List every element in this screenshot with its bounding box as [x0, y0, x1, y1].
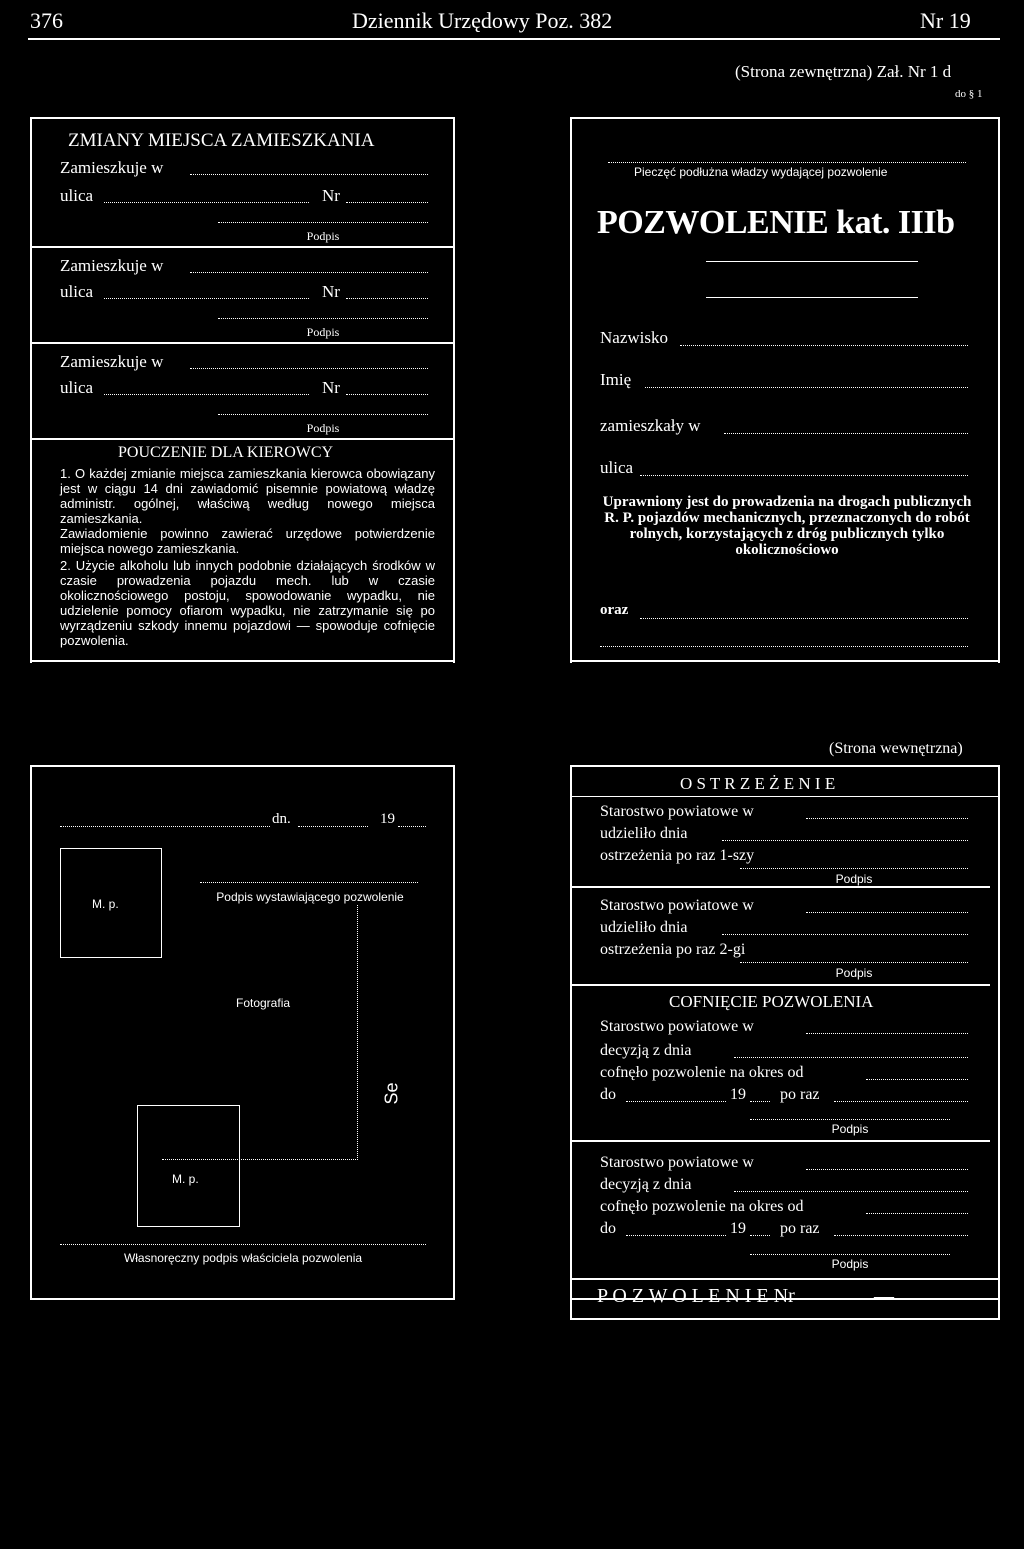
- permit-front-card: [570, 117, 1000, 663]
- revocation2-signature-caption: Podpis: [831, 1257, 869, 1271]
- permit-title: POZWOLENIE kat. IIIb: [597, 204, 955, 241]
- residence-label-2: Zamieszkuje w: [60, 256, 164, 275]
- and-field-1[interactable]: [640, 618, 968, 619]
- revocation2-decision-field[interactable]: [734, 1191, 968, 1192]
- residence-field[interactable]: [724, 433, 968, 434]
- revocation1-rule: [570, 1140, 990, 1142]
- instructions-text: [60, 466, 435, 648]
- revocation2-signature-line[interactable]: [750, 1254, 950, 1255]
- revocation2-year-label: 19: [730, 1220, 746, 1237]
- residence-label: zamieszkały w: [600, 416, 701, 435]
- nr-field-1[interactable]: [346, 202, 428, 203]
- date-day-label: dn.: [272, 811, 291, 827]
- warning2-issued-label: udzieliło dnia: [600, 919, 688, 936]
- revocation2-times-label: po raz: [780, 1220, 820, 1237]
- signature-line-2[interactable]: [218, 318, 428, 319]
- date-day-field[interactable]: [298, 826, 368, 827]
- warning1-signature-caption: Podpis: [835, 872, 873, 886]
- warning1-issued-label: udzieliło dnia: [600, 825, 688, 842]
- signature-caption-3: Podpis: [306, 421, 340, 435]
- revocation1-office-field[interactable]: [806, 1033, 968, 1034]
- revocation1-decision-field[interactable]: [734, 1057, 968, 1058]
- instruction-item-1: 1. O każdej zmianie miejsca zamieszkania kierowca obowiązany jest w ciągu 14 dni zawiadomić pisemnie powiatową władzę administr. ogólnej, właściwą według nowego miejsca zamieszkania.: [60, 466, 435, 526]
- divider-3: [30, 438, 455, 440]
- nr-field-3[interactable]: [346, 394, 428, 395]
- revocation1-to-label: do: [600, 1086, 616, 1103]
- instruction-item-2: 2. Użycie alkoholu lub innych podobnie działających środków w czasie prowadzenia pojazdu mech. lub w czasie okolicznościowego postoju, spowodowanie wypadku, nie udzielenie pomocy ofiarom wypadku, nie zatrzymanie się po wyrządzeniu szkody innemu pojazdowi — spowoduje cofnięcie pozwolenia.: [60, 558, 435, 648]
- revocation2-year-field[interactable]: [750, 1235, 770, 1236]
- inner-side-label: (Strona wewnętrzna): [829, 740, 963, 757]
- warning1-rule: [570, 886, 990, 888]
- surname-field[interactable]: [680, 345, 968, 346]
- street-field-3[interactable]: [104, 394, 309, 395]
- signature-caption-2: Podpis: [306, 325, 340, 339]
- stamp-box-2: [137, 1105, 240, 1227]
- signature-line-3[interactable]: [218, 414, 428, 415]
- entitlement-text: Uprawniony jest do prowadzenia na drogach publicznych R. P. pojazdów mechanicznych, przeznaczonych do robót rolnych, korzystających z dróg publicznych tylko okolicznościowo: [602, 494, 972, 558]
- warning2-office-label: Starostwo powiatowe w: [600, 897, 754, 914]
- street-label-2: ulica: [60, 282, 94, 301]
- revocation1-signature-caption: Podpis: [831, 1122, 869, 1136]
- outer-side-label: (Strona zewnętrzna) Zał. Nr 1 d: [735, 62, 952, 81]
- front-card-bottom-rule: [570, 660, 1000, 662]
- residence-field-2[interactable]: [190, 272, 428, 273]
- signature-caption-1: Podpis: [306, 229, 340, 243]
- divider-2: [30, 342, 455, 344]
- issuer-signature-caption: Podpis wystawiającego pozwolenie: [216, 890, 404, 904]
- residence-field-3[interactable]: [190, 368, 428, 369]
- street-label-1: ulica: [60, 186, 94, 205]
- revocation1-office-label: Starostwo powiatowe w: [600, 1018, 754, 1035]
- warning2-office-field[interactable]: [806, 912, 968, 913]
- and-label: oraz: [600, 602, 629, 618]
- date-year-label: 19: [380, 811, 395, 827]
- warning1-signature-line[interactable]: [740, 868, 968, 869]
- warning2-issued-field[interactable]: [722, 934, 968, 935]
- revocation1-times-label: po raz: [780, 1086, 820, 1103]
- owner-signature-caption: Własnoręczny podpis właściciela pozwolenia: [123, 1251, 363, 1265]
- revocation1-decision-label: decyzją z dnia: [600, 1042, 692, 1059]
- instruction-item-1-note: Zawiadomienie powinno zawierać urzędowe potwierdzenie miejsca nowego zamieszkania.: [60, 526, 435, 556]
- street-field-1[interactable]: [104, 202, 309, 203]
- warning2-signature-line[interactable]: [740, 962, 968, 963]
- divider-1: [30, 246, 455, 248]
- nr-label-3: Nr: [322, 378, 340, 397]
- warning1-office-field[interactable]: [806, 818, 968, 819]
- first-name-field[interactable]: [645, 387, 968, 388]
- page-number: 376: [30, 8, 63, 33]
- revocation1-signature-line[interactable]: [750, 1119, 950, 1120]
- and-field-2[interactable]: [600, 646, 968, 647]
- issue-number: Nr 19: [920, 8, 971, 33]
- address-changes-title: ZMIANY MIEJSCA ZAMIESZKANIA: [68, 130, 375, 151]
- stamp-box-2-label: M. p.: [172, 1172, 199, 1186]
- journal-title: Dziennik Urzędowy Poz. 382: [352, 8, 613, 33]
- nr-label-2: Nr: [322, 282, 340, 301]
- signature-line-1[interactable]: [218, 222, 428, 223]
- permit-number-value: —: [874, 1285, 894, 1307]
- nr-field-2[interactable]: [346, 298, 428, 299]
- revocation1-year-field[interactable]: [750, 1101, 770, 1102]
- revocation2-period-field[interactable]: [866, 1213, 968, 1214]
- surname-label: Nazwisko: [600, 328, 668, 347]
- revocation2-times-field[interactable]: [834, 1235, 968, 1236]
- stamp-caption: Pieczęć podłużna władzy wydającej pozwolenie: [634, 165, 888, 179]
- header-rule: [28, 38, 1000, 40]
- photo-label: Fotografia: [236, 996, 291, 1010]
- revocation-title: COFNIĘCIE POZWOLENIA: [669, 992, 874, 1011]
- warning2-count-label: ostrzeżenia po raz 2-gi: [600, 941, 746, 958]
- permit-title-rule-2: [706, 297, 918, 298]
- warning1-issued-field[interactable]: [722, 840, 968, 841]
- stamp-box-1-label: M. p.: [92, 897, 119, 911]
- warning2-rule: [570, 984, 990, 986]
- street-field-2[interactable]: [104, 298, 309, 299]
- issuer-signature-line[interactable]: [200, 882, 418, 883]
- revocation2-period-label: cofnęło pozwolenie na okres od: [600, 1198, 804, 1215]
- street-label: ulica: [600, 458, 634, 477]
- revocation2-office-field[interactable]: [806, 1169, 968, 1170]
- revocation1-year-label: 19: [730, 1086, 746, 1103]
- residence-label-3: Zamieszkuje w: [60, 352, 164, 371]
- revocation1-times-field[interactable]: [834, 1101, 968, 1102]
- revocation2-to-field[interactable]: [626, 1235, 726, 1236]
- date-place-field[interactable]: [60, 826, 270, 827]
- warning2-signature-caption: Podpis: [835, 966, 873, 980]
- se-label: Se: [381, 1082, 402, 1105]
- first-name-label: Imię: [600, 370, 632, 389]
- permit-number-label: P O Z W O L E N I E Nr: [597, 1285, 795, 1307]
- date-year-field[interactable]: [398, 826, 426, 827]
- revocation2-decision-label: decyzją z dnia: [600, 1176, 692, 1193]
- residence-field-1[interactable]: [190, 174, 428, 175]
- warnings-title: O S T R Z E Ż E N I E: [680, 774, 836, 793]
- warning1-office-label: Starostwo powiatowe w: [600, 803, 754, 820]
- warnings-title-rule: [570, 796, 1000, 797]
- owner-signature-line[interactable]: [60, 1244, 426, 1245]
- street-field[interactable]: [640, 475, 968, 476]
- permit-title-rule-1: [706, 261, 918, 262]
- revocation2-to-label: do: [600, 1220, 616, 1237]
- nr-label-1: Nr: [322, 186, 340, 205]
- instructions-title: POUCZENIE DLA KIEROWCY: [118, 444, 334, 461]
- revocation2-office-label: Starostwo powiatowe w: [600, 1154, 754, 1171]
- paragraph-ref: do § 1: [955, 88, 983, 100]
- warning1-count-label: ostrzeżenia po raz 1-szy: [600, 847, 755, 864]
- stamp-line[interactable]: [608, 162, 966, 163]
- revocation1-period-field[interactable]: [866, 1079, 968, 1080]
- revocation1-to-field[interactable]: [626, 1101, 726, 1102]
- residence-label-1: Zamieszkuje w: [60, 158, 164, 177]
- street-label-3: ulica: [60, 378, 94, 397]
- card-bottom-rule: [30, 660, 455, 662]
- revocation1-period-label: cofnęło pozwolenie na okres od: [600, 1064, 804, 1081]
